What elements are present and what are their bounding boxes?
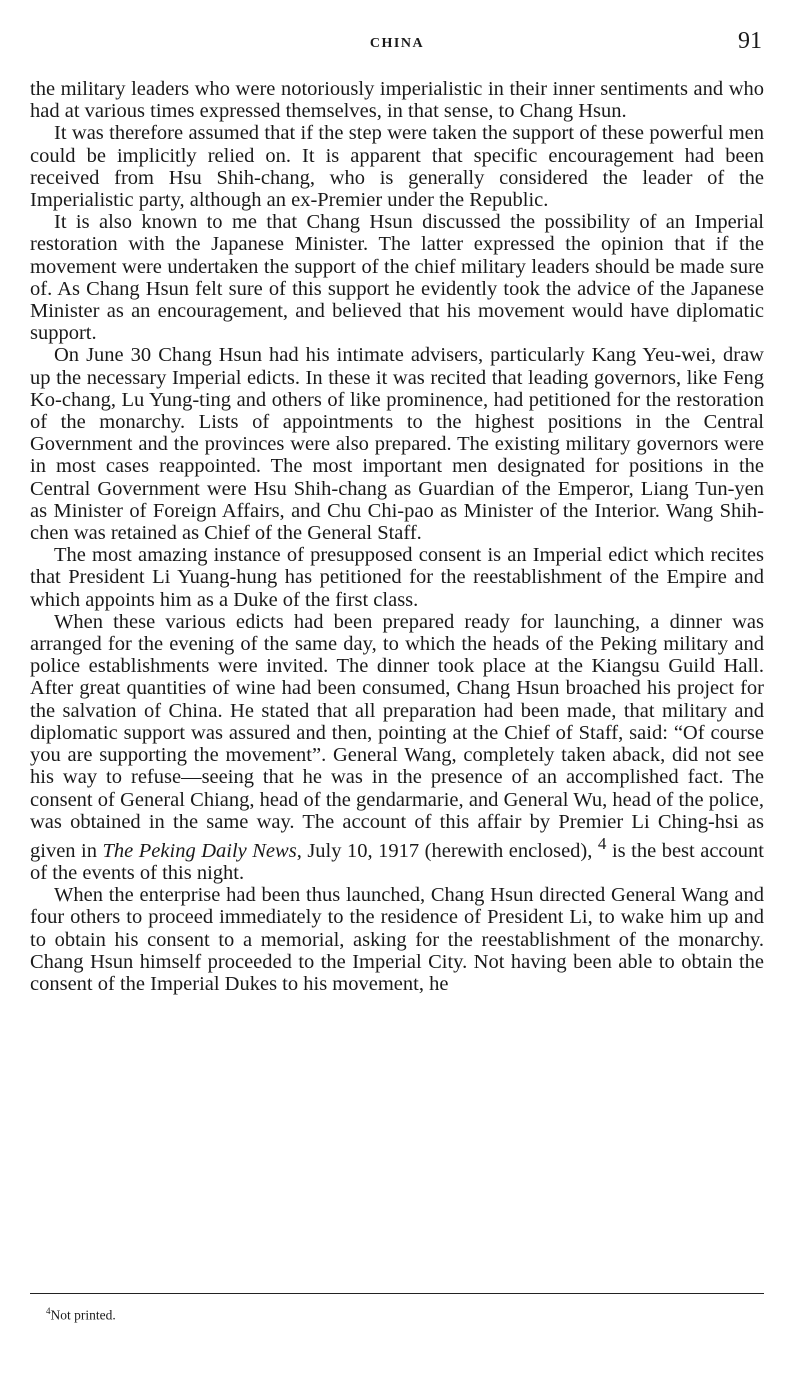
- paragraph-6-text: When these various edicts had been prepared ready for launching, a dinner was arranged for the evening of the same day, to which the heads of the Peking military and police establishments were invited. The dinner took place at the Kiangsu Guild Hall. After great quantities of wine had been consumed, Chang Hsun broached his project for the salvation of China. He stated that all preparation had been made, that military and diplomatic support was assured and then, pointing at the Chief of Staff, said: “Of course you are supporting the movement”. General Wang, completely taken aback, did not see his way to refuse—seeing that he was in the presence of an accomplished fact. The consent of General Chiang, head of the gendarmarie, and General Wu, head of the police, was obtained in the same way. The account of this affair by Premier Li Ching-hsi as given in: [30, 610, 764, 862]
- paragraph-6-date: , July 10, 1917 (herewith enclosed),: [296, 839, 598, 862]
- paragraph-6: [30, 611, 764, 884]
- footnote-divider: [30, 1293, 764, 1294]
- paragraph-6-ending: is the best account of the events of this night.: [30, 839, 764, 884]
- paragraph-2: It was therefore assumed that if the step were taken the support of these powerful men could be implicitly relied on. It is apparent that specific encouragement had been received from Hsu Shih-chang, who is generally considered the leader of the Imperialistic party, although an ex-Premier under the Republic.: [30, 122, 764, 212]
- newspaper-title: The Peking Daily News: [102, 839, 297, 862]
- paragraph-7: When the enterprise had been thus launched, Chang Hsun directed General Wang and four others to proceed immediately to the residence of President Li, to wake him up and to obtain his consent to a memorial, asking for the reestablishment of the monarchy. Chang Hsun himself proceeded to the Imperial City. Not having been able to obtain the consent of the Imperial Dukes to his movement, he: [30, 884, 764, 995]
- footnote-reference: 4: [597, 833, 607, 853]
- running-header: [30, 28, 764, 56]
- footnote-marker: 4: [46, 1306, 51, 1316]
- footnote-text: Not printed.: [50, 1307, 116, 1323]
- paragraph-5: The most amazing instance of presupposed consent is an Imperial edict which recites that President Li Yuang-hung has petitioned for the reestablishment of the Empire and which appoints him as a Duke of the first class.: [30, 544, 764, 611]
- body-text: [30, 78, 764, 995]
- paragraph-4: On June 30 Chang Hsun had his intimate advisers, particularly Kang Yeu-wei, draw up the necessary Imperial edicts. In these it was recited that leading governors, like Feng Ko-chang, Lu Yung-ting and others of like prominence, had petitioned for the restoration of the monarchy. Lists of appointments to the highest positions in the Central Government and the provinces were also prepared. The existing military governors were in most cases reappointed. The most important men designated for positions in the Central Government were Hsu Shih-chang as Guardian of the Emperor, Liang Tun-yen as Minister of Foreign Affairs, and Chu Chi-pao as Minister of the Interior. Wang Shih-chen was retained as Chief of the General Staff.: [30, 344, 764, 545]
- footnote: [46, 1306, 116, 1324]
- page-number: 91: [738, 28, 762, 54]
- running-title: CHINA: [369, 36, 425, 51]
- paragraph-3: It is also known to me that Chang Hsun discussed the possibility of an Imperial restoration with the Japanese Minister. The latter expressed the opinion that if the movement were undertaken the support of the chief military leaders should be made sure of. As Chang Hsun felt sure of this support he evidently took the advice of the Japanese Minister as an encouragement, and believed that his movement would have diplomatic support.: [30, 211, 764, 345]
- paragraph-1: the military leaders who were notoriously imperialistic in their inner sentiments and who had at various times expressed themselves, in that sense, to Chang Hsun.: [30, 78, 764, 123]
